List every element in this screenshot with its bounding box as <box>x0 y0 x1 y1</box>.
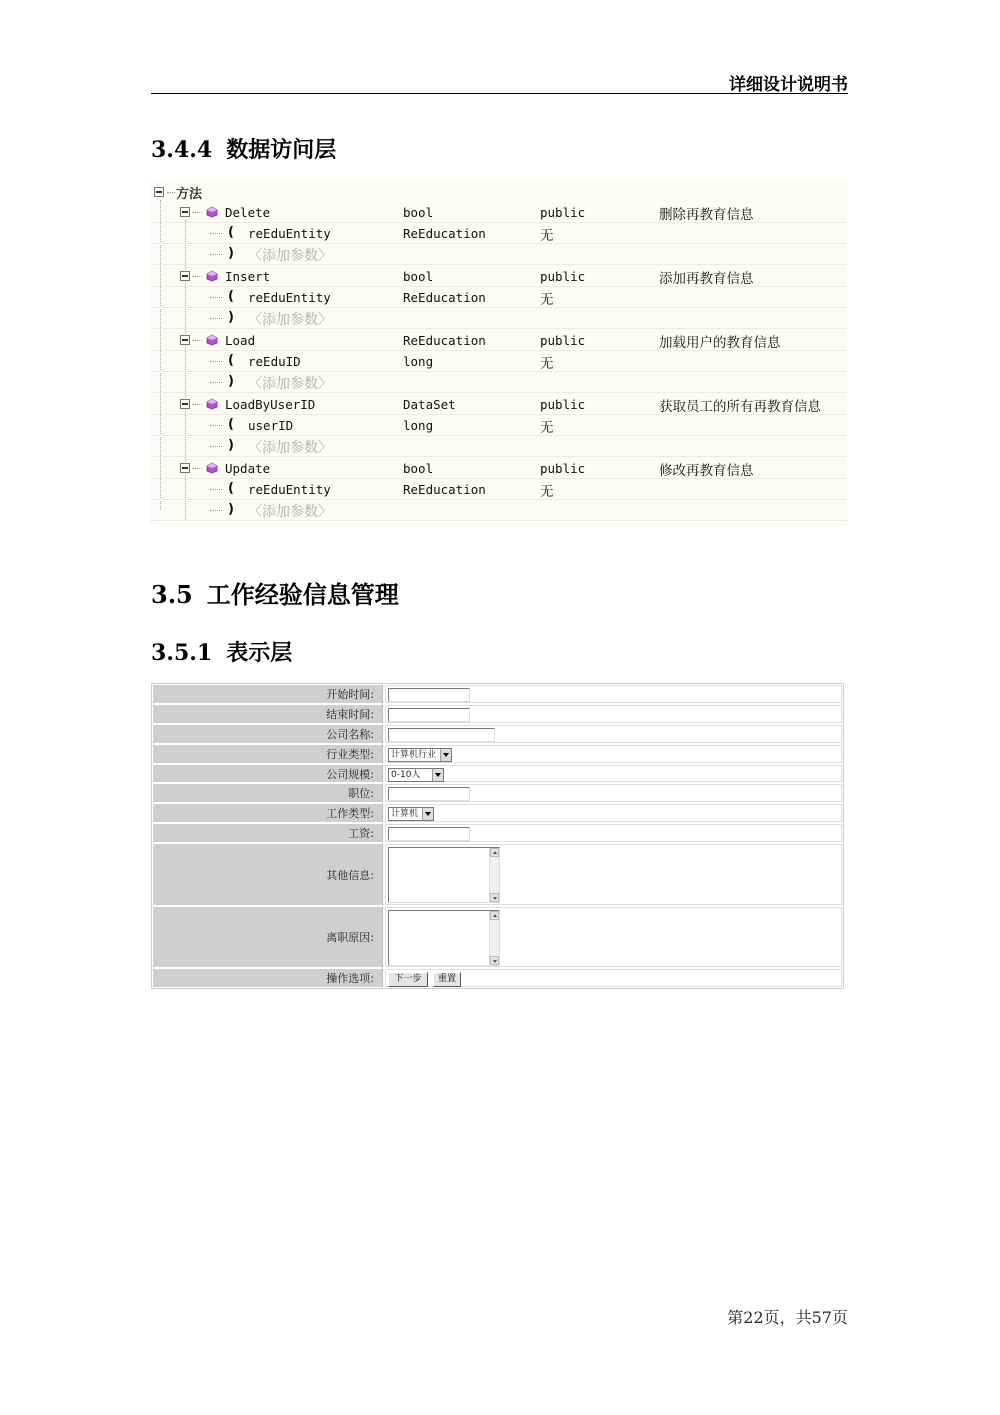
start-time-input[interactable] <box>388 688 470 702</box>
add-param-row[interactable] <box>150 308 847 329</box>
param-row[interactable] <box>150 479 847 500</box>
leave-reason-label: 离职原因: <box>153 907 383 967</box>
header-rule <box>151 93 848 94</box>
scroll-up-icon[interactable] <box>490 911 499 920</box>
form-value-cell <box>385 844 842 905</box>
tree-connector <box>167 192 175 193</box>
chevron-down-icon <box>422 808 433 820</box>
method-name: Update <box>225 461 271 476</box>
form-row-work-type <box>152 803 843 823</box>
tree-connector <box>192 276 202 277</box>
tree-root-label: 方法 <box>176 186 203 202</box>
other-info-textarea[interactable] <box>388 847 500 903</box>
method-description: 加载用户的教育信息 <box>659 335 781 351</box>
param-note: 无 <box>540 484 554 500</box>
salary-input[interactable] <box>388 827 470 841</box>
param-type: ReEducation <box>403 226 486 241</box>
heading-3-5 <box>151 575 399 610</box>
add-param-row[interactable] <box>150 500 847 521</box>
other-info-label: 其他信息: <box>153 844 383 905</box>
heading-number: 3.5.1 <box>151 640 213 666</box>
method-cube-icon <box>206 270 218 282</box>
form-value-cell <box>385 907 842 967</box>
chevron-down-icon <box>440 749 451 761</box>
method-tree <box>150 180 847 524</box>
open-paren-icon: ( <box>228 353 234 368</box>
param-note: 无 <box>540 420 554 436</box>
close-paren-icon: ) <box>228 246 234 261</box>
method-name: LoadByUserID <box>225 397 316 412</box>
method-cube-icon <box>206 206 218 218</box>
param-row[interactable] <box>150 223 847 244</box>
form-value-cell <box>385 784 842 802</box>
work-experience-form <box>151 683 844 989</box>
collapse-icon[interactable] <box>180 271 190 281</box>
form-value-cell <box>385 745 842 763</box>
heading-text: 表示层 <box>226 641 293 666</box>
add-param-link[interactable]: 〈添加参数〉 <box>248 440 332 456</box>
form-value-cell <box>385 705 842 723</box>
add-param-link[interactable]: 〈添加参数〉 <box>248 504 332 520</box>
position-label: 职位: <box>153 784 383 802</box>
method-row[interactable] <box>150 266 847 287</box>
add-param-link[interactable]: 〈添加参数〉 <box>248 312 332 328</box>
scroll-down-icon[interactable] <box>490 956 499 965</box>
method-cube-icon <box>206 334 218 346</box>
param-name: userID <box>248 418 294 433</box>
open-paren-icon: ( <box>228 225 234 240</box>
method-cube-icon <box>206 462 218 474</box>
tree-connector <box>210 233 222 234</box>
param-note: 无 <box>540 356 554 372</box>
leave-reason-textarea[interactable] <box>388 910 500 966</box>
form-row-salary <box>152 823 843 843</box>
method-row[interactable] <box>150 330 847 351</box>
form-row-company-size <box>152 764 843 783</box>
param-type: long <box>403 354 434 369</box>
add-param-link[interactable]: 〈添加参数〉 <box>248 248 332 264</box>
heading-3-4-4 <box>151 133 336 164</box>
param-type: long <box>403 418 434 433</box>
actions-label: 操作选项: <box>153 969 383 987</box>
company-size-select[interactable] <box>388 768 444 782</box>
form-row-position <box>152 783 843 803</box>
company-name-label: 公司名称: <box>153 725 383 743</box>
method-access: public <box>540 269 586 284</box>
method-row[interactable] <box>150 202 847 223</box>
method-cube-icon <box>206 398 218 410</box>
param-name: reEduID <box>248 354 301 369</box>
heading-number: 3.4.4 <box>151 137 213 163</box>
tree-connector <box>192 340 202 341</box>
close-paren-icon: ) <box>228 502 234 517</box>
heading-text: 工作经验信息管理 <box>206 581 399 609</box>
form-value-cell <box>385 765 842 782</box>
work-type-select-value: 计算机 <box>391 809 419 819</box>
param-note: 无 <box>540 228 554 244</box>
param-type: ReEducation <box>403 482 486 497</box>
tree-connector <box>210 382 222 383</box>
reset-button[interactable]: 重置 <box>433 972 461 987</box>
close-paren-icon: ) <box>228 374 234 389</box>
next-step-button[interactable]: 下一步 <box>388 972 428 987</box>
form-row-start-time <box>152 684 843 704</box>
method-access: public <box>540 205 586 220</box>
work-type-select[interactable] <box>388 807 434 821</box>
collapse-icon[interactable] <box>180 207 190 217</box>
form-row-company-name <box>152 724 843 744</box>
form-row-other-info <box>152 843 843 906</box>
collapse-icon[interactable] <box>180 399 190 409</box>
method-row[interactable] <box>150 458 847 479</box>
company-name-input[interactable] <box>388 728 495 742</box>
add-param-row[interactable] <box>150 436 847 457</box>
tree-connector <box>210 446 222 447</box>
tree-connector <box>210 318 222 319</box>
param-row[interactable] <box>150 287 847 308</box>
tree-connector <box>192 468 202 469</box>
open-paren-icon: ( <box>228 417 234 432</box>
open-paren-icon: ( <box>228 289 234 304</box>
form-value-cell <box>385 969 842 987</box>
method-access: public <box>540 397 586 412</box>
page-footer: 第22页，共57页 <box>727 1308 848 1327</box>
form-row-leave-reason <box>152 906 843 968</box>
tree-connector <box>210 297 222 298</box>
form-value-cell <box>385 685 842 703</box>
document-header-title: 详细设计说明书 <box>729 75 848 95</box>
chevron-down-icon <box>432 769 443 781</box>
param-type: ReEducation <box>403 290 486 305</box>
tree-connector <box>210 361 222 362</box>
open-paren-icon: ( <box>228 481 234 496</box>
param-name: reEduEntity <box>248 226 331 241</box>
salary-label: 工资: <box>153 824 383 842</box>
param-row[interactable] <box>150 415 847 436</box>
method-return-type: bool <box>403 461 434 476</box>
tree-connector <box>210 489 222 490</box>
form-row-industry <box>152 744 843 764</box>
method-return-type: bool <box>403 269 434 284</box>
method-return-type: DataSet <box>403 397 456 412</box>
scrollbar[interactable] <box>489 911 499 965</box>
industry-select-value: 计算机行业 <box>391 750 437 760</box>
param-note: 无 <box>540 292 554 308</box>
method-name: Insert <box>225 269 271 284</box>
collapse-icon[interactable] <box>180 335 190 345</box>
param-name: reEduEntity <box>248 482 331 497</box>
method-name: Delete <box>225 205 271 220</box>
form-value-cell <box>385 725 842 743</box>
heading-number: 3.5 <box>151 580 193 609</box>
add-param-row[interactable] <box>150 244 847 265</box>
add-param-row[interactable] <box>150 372 847 393</box>
industry-label: 行业类型: <box>153 745 383 763</box>
start-time-label: 开始时间: <box>153 685 383 703</box>
method-description: 修改再教育信息 <box>659 463 754 479</box>
method-access: public <box>540 333 586 348</box>
scroll-down-icon[interactable] <box>490 893 499 902</box>
company-size-label: 公司规模: <box>153 765 383 782</box>
method-return-type: ReEducation <box>403 333 486 348</box>
work-type-label: 工作类型: <box>153 804 383 822</box>
method-return-type: bool <box>403 205 434 220</box>
form-value-cell <box>385 824 842 842</box>
method-description: 添加再教育信息 <box>659 271 754 287</box>
form-row-end-time <box>152 704 843 724</box>
method-description: 获取员工的所有再教育信息 <box>659 399 821 415</box>
heading-3-5-1 <box>151 636 292 667</box>
tree-connector <box>192 404 202 405</box>
industry-select[interactable] <box>388 748 452 762</box>
method-access: public <box>540 461 586 476</box>
method-row[interactable] <box>150 394 847 415</box>
end-time-input[interactable] <box>388 708 470 722</box>
form-row-actions <box>152 968 843 988</box>
tree-connector <box>210 510 222 511</box>
method-name: Load <box>225 333 256 348</box>
tree-connector <box>210 425 222 426</box>
method-description: 删除再教育信息 <box>659 207 754 223</box>
collapse-icon[interactable] <box>180 463 190 473</box>
param-name: reEduEntity <box>248 290 331 305</box>
end-time-label: 结束时间: <box>153 705 383 723</box>
company-size-select-value: 0-10人 <box>391 770 421 780</box>
scrollbar[interactable] <box>489 848 499 902</box>
param-row[interactable] <box>150 351 847 372</box>
add-param-link[interactable]: 〈添加参数〉 <box>248 376 332 392</box>
position-input[interactable] <box>388 787 470 801</box>
close-paren-icon: ) <box>228 438 234 453</box>
form-value-cell <box>385 804 842 822</box>
tree-connector <box>192 212 202 213</box>
tree-root[interactable] <box>154 182 202 202</box>
heading-text: 数据访问层 <box>226 138 337 163</box>
close-paren-icon: ) <box>228 310 234 325</box>
scroll-up-icon[interactable] <box>490 848 499 857</box>
collapse-icon[interactable] <box>154 187 164 197</box>
tree-connector <box>210 254 222 255</box>
